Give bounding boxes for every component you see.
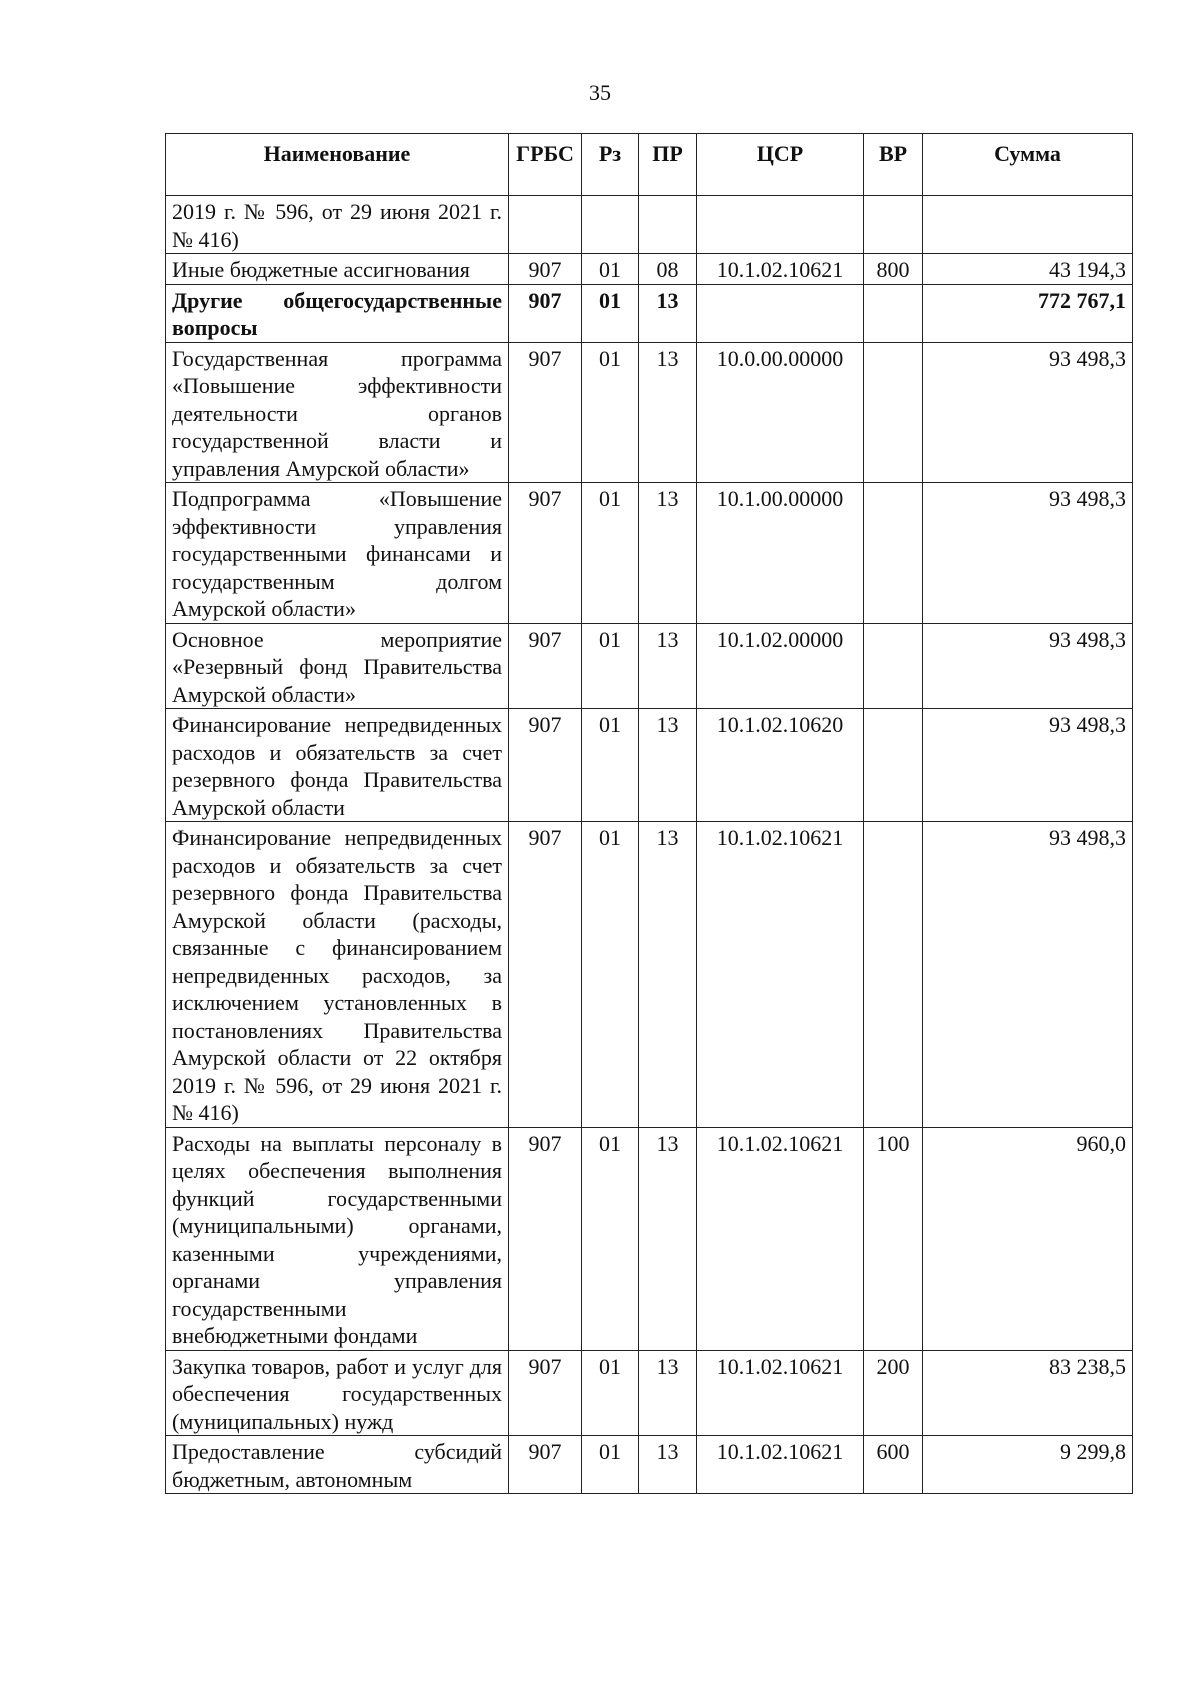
cell-name: Предоставление субсидий бюджетным, автономным bbox=[166, 1436, 509, 1494]
cell-pr: 13 bbox=[639, 822, 697, 1128]
header-grbs: ГРБС bbox=[509, 134, 582, 196]
cell-name: Закупка товаров, работ и услуг для обеспечения государственных (муниципальных) нужд bbox=[166, 1350, 509, 1436]
cell-pr: 13 bbox=[639, 483, 697, 624]
cell-pr: 13 bbox=[639, 284, 697, 342]
cell-csr: 10.1.02.10620 bbox=[697, 709, 864, 822]
page-number: 35 bbox=[589, 80, 611, 105]
cell-grbs: 907 bbox=[509, 1350, 582, 1436]
header-name: Наименование bbox=[166, 134, 509, 196]
cell-grbs: 907 bbox=[509, 342, 582, 483]
cell-sum: 93 498,3 bbox=[923, 342, 1133, 483]
cell-csr: 10.1.02.10621 bbox=[697, 1436, 864, 1494]
table-row bbox=[166, 1350, 1133, 1436]
cell-pr: 13 bbox=[639, 709, 697, 822]
cell-sum: 960,0 bbox=[923, 1127, 1133, 1350]
table-row bbox=[166, 483, 1133, 624]
cell-csr bbox=[697, 196, 864, 254]
cell-rz: 01 bbox=[582, 483, 639, 624]
cell-rz bbox=[582, 196, 639, 254]
cell-name: Другие общегосударственные вопросы bbox=[166, 284, 509, 342]
cell-pr bbox=[639, 196, 697, 254]
cell-pr: 13 bbox=[639, 1436, 697, 1494]
table-row bbox=[166, 1127, 1133, 1350]
cell-grbs: 907 bbox=[509, 1436, 582, 1494]
cell-vr bbox=[864, 709, 923, 822]
cell-csr: 10.0.00.00000 bbox=[697, 342, 864, 483]
cell-vr bbox=[864, 822, 923, 1128]
cell-rz: 01 bbox=[582, 342, 639, 483]
cell-csr: 10.1.02.10621 bbox=[697, 822, 864, 1128]
table-row bbox=[166, 284, 1133, 342]
table-row bbox=[166, 196, 1133, 254]
cell-rz: 01 bbox=[582, 254, 639, 285]
cell-grbs: 907 bbox=[509, 483, 582, 624]
header-vr: ВР bbox=[864, 134, 923, 196]
cell-vr: 100 bbox=[864, 1127, 923, 1350]
table-body bbox=[166, 196, 1133, 1494]
cell-rz: 01 bbox=[582, 623, 639, 709]
cell-name: Иные бюджетные ассигнования bbox=[166, 254, 509, 285]
table-row bbox=[166, 254, 1133, 285]
cell-vr: 800 bbox=[864, 254, 923, 285]
cell-csr: 10.1.02.00000 bbox=[697, 623, 864, 709]
cell-name: Расходы на выплаты персоналу в целях обеспечения выполнения функций государственными (муниципальными) органами, казенными учреждениями, органами управления государственными внебюджетными фондами bbox=[166, 1127, 509, 1350]
header-rz: Рз bbox=[582, 134, 639, 196]
cell-rz: 01 bbox=[582, 822, 639, 1128]
cell-grbs: 907 bbox=[509, 254, 582, 285]
cell-sum: 93 498,3 bbox=[923, 822, 1133, 1128]
cell-csr bbox=[697, 284, 864, 342]
cell-sum: 93 498,3 bbox=[923, 709, 1133, 822]
cell-vr bbox=[864, 342, 923, 483]
cell-rz: 01 bbox=[582, 1436, 639, 1494]
cell-sum bbox=[923, 196, 1133, 254]
cell-pr: 08 bbox=[639, 254, 697, 285]
cell-vr: 200 bbox=[864, 1350, 923, 1436]
cell-pr: 13 bbox=[639, 342, 697, 483]
cell-rz: 01 bbox=[582, 1350, 639, 1436]
cell-name: Финансирование непредвиденных расходов и обязательств за счет резервного фонда Правительства Амурской области bbox=[166, 709, 509, 822]
cell-vr bbox=[864, 284, 923, 342]
table-row bbox=[166, 1436, 1133, 1494]
cell-grbs bbox=[509, 196, 582, 254]
cell-name: Основное мероприятие «Резервный фонд Правительства Амурской области» bbox=[166, 623, 509, 709]
cell-grbs: 907 bbox=[509, 284, 582, 342]
table-row bbox=[166, 342, 1133, 483]
cell-rz: 01 bbox=[582, 709, 639, 822]
cell-name: Подпрограмма «Повышение эффективности управления государственными финансами и государственным долгом Амурской области» bbox=[166, 483, 509, 624]
table-row bbox=[166, 623, 1133, 709]
cell-sum: 93 498,3 bbox=[923, 483, 1133, 624]
cell-csr: 10.1.02.10621 bbox=[697, 1127, 864, 1350]
cell-sum: 93 498,3 bbox=[923, 623, 1133, 709]
budget-table bbox=[165, 133, 1133, 1494]
cell-sum: 9 299,8 bbox=[923, 1436, 1133, 1494]
cell-name: Финансирование непредвиденных расходов и обязательств за счет резервного фонда Правительства Амурской области (расходы, связанные с финансированием непредвиденных расходов, за исключением установленных в постановлениях Правительства Амурской области от 22 октября 2019 г. № 596, от 29 июня 2021 г. № 416) bbox=[166, 822, 509, 1128]
cell-vr bbox=[864, 196, 923, 254]
header-sum: Сумма bbox=[923, 134, 1133, 196]
cell-sum: 772 767,1 bbox=[923, 284, 1133, 342]
cell-csr: 10.1.00.00000 bbox=[697, 483, 864, 624]
cell-csr: 10.1.02.10621 bbox=[697, 1350, 864, 1436]
cell-grbs: 907 bbox=[509, 709, 582, 822]
header-csr: ЦСР bbox=[697, 134, 864, 196]
cell-rz: 01 bbox=[582, 1127, 639, 1350]
table-row bbox=[166, 822, 1133, 1128]
cell-vr bbox=[864, 623, 923, 709]
header-pr: ПР bbox=[639, 134, 697, 196]
cell-sum: 83 238,5 bbox=[923, 1350, 1133, 1436]
cell-vr: 600 bbox=[864, 1436, 923, 1494]
cell-pr: 13 bbox=[639, 1127, 697, 1350]
cell-rz: 01 bbox=[582, 284, 639, 342]
cell-pr: 13 bbox=[639, 623, 697, 709]
cell-grbs: 907 bbox=[509, 822, 582, 1128]
cell-grbs: 907 bbox=[509, 623, 582, 709]
cell-pr: 13 bbox=[639, 1350, 697, 1436]
cell-vr bbox=[864, 483, 923, 624]
cell-csr: 10.1.02.10621 bbox=[697, 254, 864, 285]
table-row bbox=[166, 709, 1133, 822]
cell-sum: 43 194,3 bbox=[923, 254, 1133, 285]
header-row bbox=[166, 134, 1133, 196]
cell-name: 2019 г. № 596, от 29 июня 2021 г. № 416) bbox=[166, 196, 509, 254]
cell-name: Государственная программа «Повышение эффективности деятельности органов государственной власти и управления Амурской области» bbox=[166, 342, 509, 483]
cell-grbs: 907 bbox=[509, 1127, 582, 1350]
